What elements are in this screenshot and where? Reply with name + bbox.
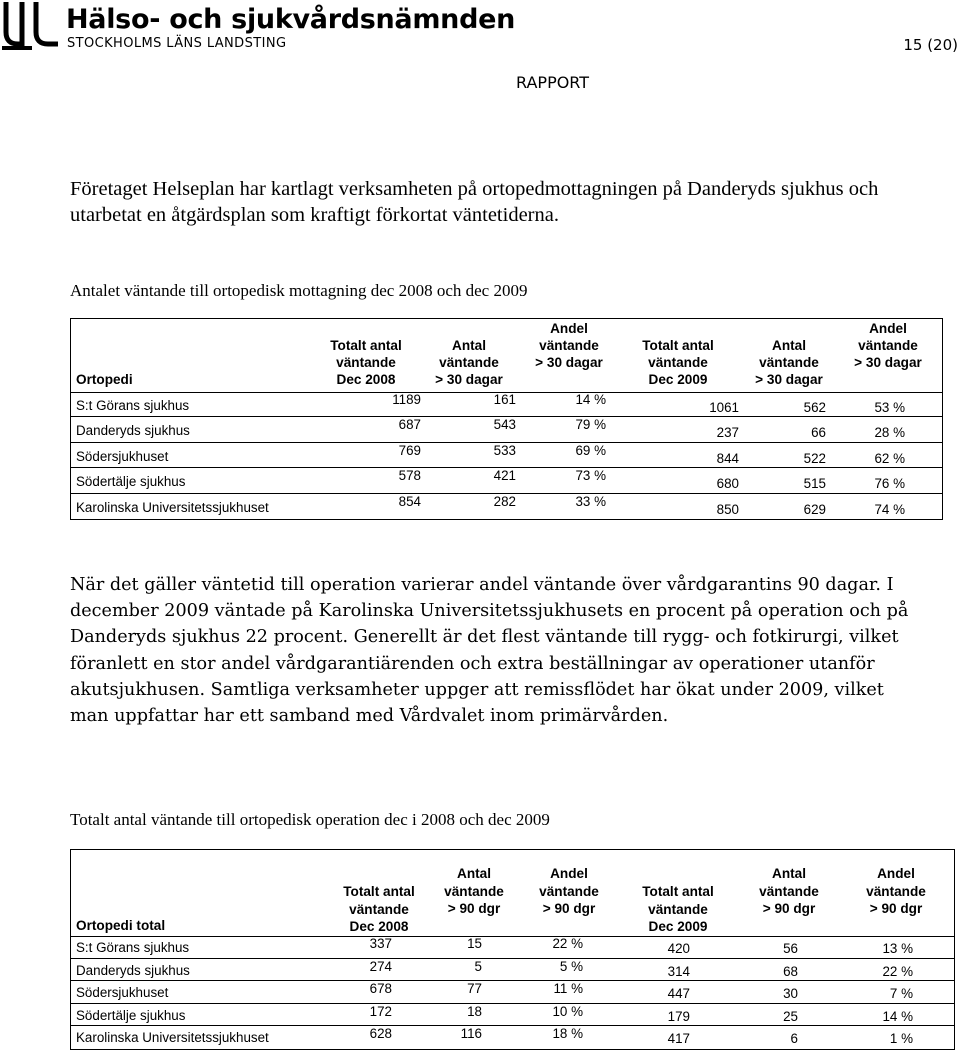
table2-cell: 447: [667, 986, 690, 1002]
table2-header-3: väntande: [539, 883, 599, 899]
table2-cell: 22 %: [552, 936, 583, 951]
table1-header-3: väntande: [539, 338, 599, 353]
table1-header-3: Andel: [550, 321, 588, 336]
header-divider: [71, 392, 942, 393]
table1-row-label: Danderyds sjukhus: [76, 423, 190, 439]
table2-cell: 417: [667, 1031, 690, 1047]
table1-row-label: Södertälje sjukhus: [76, 474, 186, 490]
table1-header-4: Dec 2009: [648, 372, 708, 387]
table1-cell: 522: [803, 450, 826, 466]
table2-header-2: Antal: [457, 866, 491, 881]
table2-cell: 172: [369, 1003, 392, 1019]
table2-cell: 678: [369, 981, 392, 997]
table1-header-4: väntande: [648, 355, 708, 370]
table1-cell: 62 %: [874, 450, 905, 466]
table1-cell: 562: [803, 400, 826, 415]
table2-cell: 30: [783, 986, 798, 1002]
table1-header-1: Dec 2008: [336, 372, 396, 387]
table2-cell: 179: [667, 1008, 690, 1024]
table2-cell: 56: [783, 941, 798, 956]
sll-logo-icon: [2, 2, 58, 50]
table2-cell: 337: [369, 936, 392, 951]
table2-cell: 68: [783, 963, 798, 979]
table2-cell: 18 %: [552, 1026, 583, 1042]
table1-row-label: Karolinska Universitetssjukhuset: [76, 499, 269, 515]
mottagning-table: [70, 318, 943, 520]
table1-cell: 73 %: [575, 468, 606, 484]
table1-cell: 769: [398, 442, 421, 458]
table2-corner-label: Ortopedi total: [76, 918, 166, 933]
table2-cell: 10 %: [552, 1003, 583, 1019]
table2-cell: 628: [369, 1026, 392, 1042]
table1-cell: 28 %: [874, 425, 905, 441]
table1-header-2: Antal: [452, 338, 486, 353]
table2-cell: 13 %: [882, 941, 913, 956]
table1-caption: Antalet väntande till ortopedisk mottagning dec 2008 och dec 2009: [70, 281, 528, 300]
table2-header-1: väntande: [349, 901, 409, 917]
row-divider: [71, 980, 954, 981]
table2-cell: 5: [474, 958, 482, 974]
table2-cell: 6: [790, 1031, 798, 1047]
table1-header-2: väntande: [439, 355, 499, 370]
table1-cell: 237: [716, 425, 739, 441]
table2-header-4: Totalt antal: [642, 884, 714, 899]
table1-header-6: väntande: [858, 338, 918, 353]
org-subtitle: STOCKHOLMS LÄNS LANDSTING: [67, 36, 287, 51]
table2-header-6: > 90 dgr: [869, 901, 923, 916]
table2-header-5: Antal: [772, 866, 806, 881]
table1-header-2: > 30 dagar: [435, 372, 503, 387]
table1-cell: 69 %: [575, 442, 606, 458]
header-divider: [71, 936, 954, 937]
table2-cell: 314: [667, 963, 690, 979]
table2-row-label: S:t Görans sjukhus: [76, 940, 190, 955]
table2-header-4: väntande: [648, 901, 708, 917]
table2-row-label: Södersjukhuset: [76, 985, 169, 1001]
table2-header-1: Totalt antal: [343, 884, 415, 899]
row-divider: [71, 1025, 954, 1026]
page-number: 15 (20): [903, 36, 958, 54]
table1-cell: 1189: [392, 392, 421, 407]
row-divider: [71, 958, 954, 959]
table2-row-label: Karolinska Universitetssjukhuset: [76, 1030, 269, 1046]
table1-cell: 1061: [709, 400, 739, 415]
table1-header-5: > 30 dagar: [755, 372, 823, 387]
table2-header-6: väntande: [866, 883, 926, 899]
table1-cell: 844: [716, 450, 739, 466]
table2-header-3: Andel: [550, 866, 588, 881]
table1-cell: 53 %: [874, 400, 905, 415]
table2-header-2: > 90 dgr: [447, 901, 501, 916]
table1-header-1: väntande: [336, 355, 396, 370]
table2-cell: 274: [369, 958, 392, 974]
table1-header-5: väntande: [759, 355, 819, 370]
table2-header-2: väntande: [444, 883, 504, 899]
table1-cell: 515: [803, 476, 826, 492]
table1-cell: 66: [811, 425, 826, 441]
operation-paragraph: När det gäller väntetid till operation varierar andel väntande över vårdgarantins 90 dagar. I december 2009 väntade på Karolinska Universitetssjukhusets en procent på operation och på Danderyds sjukhus 22 procent. Generellt är det flest väntande till rygg- och fotkirurgi, vilket föranlett en stor andel vårdgarantiärenden och extra beställningar av operationer utanför akutsjukhusen. Samtliga verksamheter uppger att remissflödet har ökat under 2009, vilket man uppfattar har ett samband med Vårdvalet inom primärvården.: [70, 575, 909, 727]
table1-cell: 850: [716, 501, 739, 517]
table1-cell: 76 %: [874, 476, 905, 492]
table1-header-1: Totalt antal: [330, 338, 402, 353]
table1-row-label: Södersjukhuset: [76, 448, 169, 464]
table2-header-5: väntande: [759, 883, 819, 899]
table1-cell: 680: [716, 476, 739, 492]
table2-cell: 11 %: [553, 981, 583, 997]
table2-header-5: > 90 dgr: [762, 901, 816, 916]
table2-header-1: Dec 2008: [349, 919, 409, 934]
table2-cell: 1 %: [889, 1031, 913, 1047]
table2-cell: 420: [667, 941, 690, 956]
table2-cell: 18: [467, 1003, 482, 1019]
table1-header-5: Antal: [772, 338, 806, 353]
table2-header-4: Dec 2009: [648, 919, 708, 934]
table2-cell: 25: [783, 1008, 798, 1024]
table2-cell: 15: [467, 936, 482, 951]
table2-header-6: Andel: [877, 866, 915, 881]
table2-cell: 116: [460, 1026, 482, 1042]
table1-header-6: > 30 dagar: [854, 355, 922, 370]
table1-header-3: > 30 dagar: [535, 355, 603, 370]
table1-cell: 79 %: [575, 417, 606, 433]
table2-row-label: Södertälje sjukhus: [76, 1007, 186, 1023]
table1-cell: 282: [493, 493, 516, 509]
table2-caption: Totalt antal väntande till ortopedisk operation dec i 2008 och dec 2009: [70, 810, 550, 829]
table1-cell: 854: [398, 493, 421, 509]
row-divider: [71, 1003, 954, 1004]
table2-row-label: Danderyds sjukhus: [76, 962, 190, 978]
table1-cell: 578: [398, 468, 421, 484]
table1-cell: 629: [803, 501, 826, 517]
table1-header-4: Totalt antal: [642, 338, 714, 353]
table1-cell: 33 %: [575, 493, 606, 509]
table1-cell: 14 %: [575, 392, 606, 407]
intro-paragraph: Företaget Helseplan har kartlagt verksamheten på ortopedmottagningen på Danderyds sjukhus och utarbetat en åtgärdsplan som kraftigt förkortat väntetiderna.: [70, 178, 879, 226]
table2-cell: 14 %: [882, 1008, 913, 1024]
table2-cell: 5 %: [559, 958, 583, 974]
table1-cell: 161: [493, 392, 516, 407]
operation-table: [70, 849, 955, 1050]
table2-cell: 7 %: [889, 986, 913, 1002]
table1-cell: 543: [493, 417, 516, 433]
table2-cell: 77: [467, 981, 482, 997]
table1-cell: 421: [493, 468, 516, 484]
document-type: RAPPORT: [516, 73, 590, 92]
table1-corner-label: Ortopedi: [76, 372, 133, 387]
table2-cell: 22 %: [882, 963, 913, 979]
table1-header-6: Andel: [869, 321, 907, 336]
table1-cell: 687: [398, 417, 421, 433]
org-name: Hälso- och sjukvårdsnämnden: [66, 4, 516, 35]
table2-header-3: > 90 dgr: [542, 901, 596, 916]
table1-cell: 74 %: [874, 501, 905, 517]
table1-row-label: S:t Görans sjukhus: [76, 398, 190, 413]
table1-cell: 533: [493, 442, 516, 458]
